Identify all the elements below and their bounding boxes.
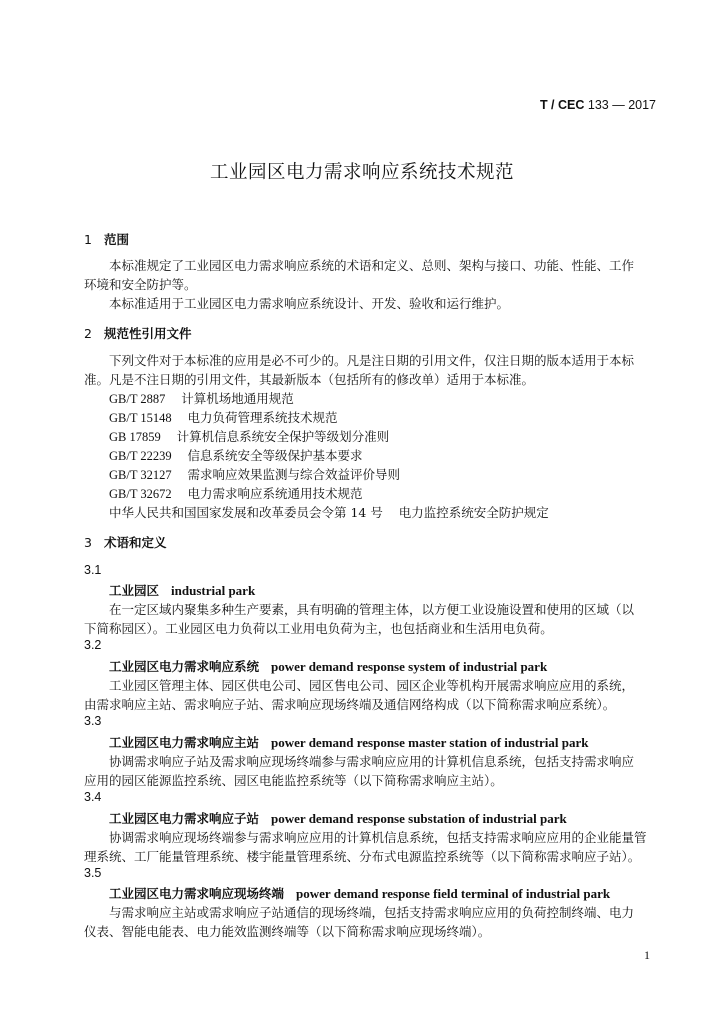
definition-line: 仪表、智能电能表、电力能效监测终端等（以下简称需求响应现场终端）。 — [84, 924, 491, 939]
term-number: 3.3 — [84, 714, 102, 728]
term-title: 工业园区 industrial park — [109, 583, 256, 598]
definition-line: 协调需求响应现场终端参与需求响应应用的计算机信息系统，包括支持需求响应应用的企业能量管 — [109, 830, 647, 845]
reference-item: GB/T 15148 电力负荷管理系统技术规范 — [109, 410, 338, 425]
definition-line: 下简称园区）。工业园区电力负荷以工业用电负荷为主，也包括商业和生活用电负荷。 — [84, 621, 553, 636]
term-title: 工业园区电力需求响应主站 power demand response master station of industrial park — [109, 735, 589, 750]
paragraph-line: 下列文件对于本标准的应用是必不可少的。凡是注日期的引用文件，仅注日期的版本适用于本标 — [109, 353, 635, 368]
paragraph-line: 环境和安全防护等。 — [84, 277, 197, 292]
paragraph-line: 准。凡是不注日期的引用文件，其最新版本（包括所有的修改单）适用于本标准。 — [84, 372, 535, 387]
reference-item: GB/T 32672 电力需求响应系统通用技术规范 — [109, 486, 363, 501]
reference-item: GB/T 32127 需求响应效果监测与综合效益评价导则 — [109, 467, 401, 482]
definition-line: 协调需求响应子站及需求响应现场终端参与需求响应应用的计算机信息系统，包括支持需求响应 — [109, 754, 635, 769]
definition-line: 由需求响应主站、需求响应子站、需求响应现场终端及通信网络构成（以下简称需求响应系统）。 — [84, 697, 616, 712]
term-number: 3.1 — [84, 563, 102, 577]
term-number: 3.4 — [84, 790, 102, 804]
section-heading-scope: 1 范围 — [84, 232, 130, 247]
section-heading-terms: 3 术语和定义 — [84, 535, 167, 550]
definition-line: 在一定区域内聚集多种生产要素，具有明确的管理主体，以方便工业设施设置和使用的区域（以 — [109, 602, 635, 617]
term-title: 工业园区电力需求响应子站 power demand response substation of industrial park — [109, 811, 567, 826]
standard-code: T / CEC 133 — 2017 — [539, 98, 656, 112]
document-title: 工业园区电力需求响应系统技术规范 — [209, 162, 514, 183]
reference-item: GB/T 2887 计算机场地通用规范 — [109, 391, 294, 406]
section-heading-references: 2 规范性引用文件 — [84, 326, 192, 341]
definition-line: 理系统、工厂能量管理系统、楼宇能量管理系统、分布式电源监控系统等（以下简称需求响应子站）。 — [84, 849, 641, 864]
term-number: 3.2 — [84, 638, 102, 652]
definition-line: 应用的园区能源监控系统、园区电能监控系统等（以下简称需求响应主站）。 — [84, 773, 503, 788]
reference-item: 中华人民共和国国家发展和改革委员会令第 14 号 电力监控系统安全防护规定 — [109, 505, 549, 520]
paragraph-line: 本标准适用于工业园区电力需求响应系统设计、开发、验收和运行维护。 — [109, 296, 510, 311]
term-title: 工业园区电力需求响应系统 power demand response system of industrial park — [109, 659, 548, 674]
definition-line: 与需求响应主站或需求响应子站通信的现场终端，包括支持需求响应应用的负荷控制终端、电力 — [109, 905, 635, 920]
page-number: 1 — [644, 948, 650, 962]
term-number: 3.5 — [84, 866, 102, 880]
reference-item: GB 17859 计算机信息系统安全保护等级划分准则 — [109, 429, 390, 444]
paragraph-line: 本标准规定了工业园区电力需求响应系统的术语和定义、总则、架构与接口、功能、性能、工作 — [109, 258, 635, 273]
reference-item: GB/T 22239 信息系统安全等级保护基本要求 — [109, 448, 363, 463]
term-title: 工业园区电力需求响应现场终端 power demand response field terminal of industrial park — [109, 886, 611, 901]
definition-line: 工业园区管理主体、园区供电公司、园区售电公司、园区企业等机构开展需求响应应用的系统， — [109, 678, 635, 693]
